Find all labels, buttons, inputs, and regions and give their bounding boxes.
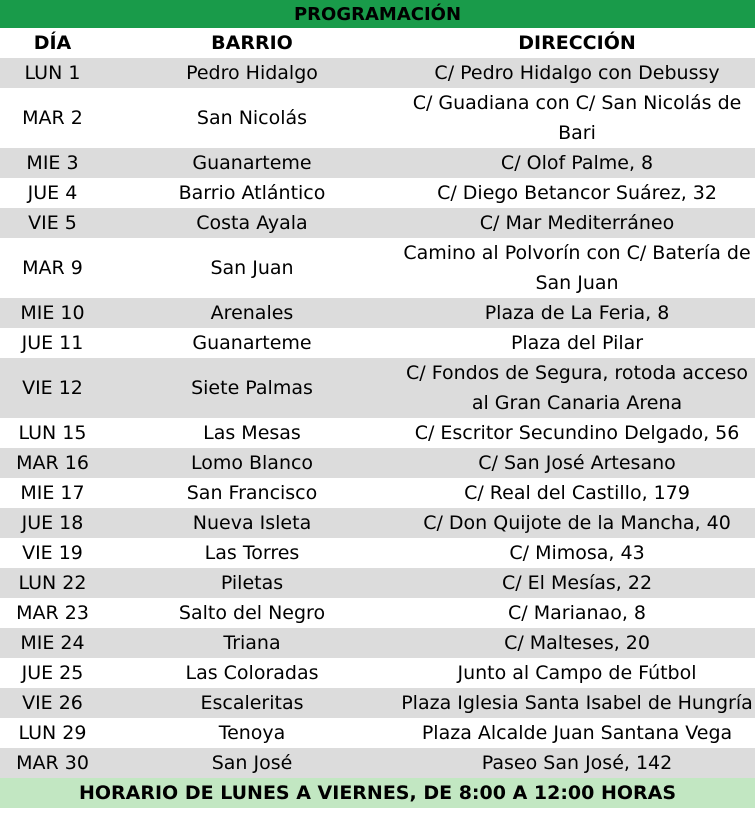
cell-barrio: Siete Palmas — [105, 358, 399, 418]
table-row — [0, 328, 755, 358]
table-row — [0, 238, 755, 298]
table-row — [0, 358, 755, 418]
cell-barrio: Las Mesas — [203, 422, 301, 444]
column-header-barrio: BARRIO — [105, 28, 399, 58]
table-row — [0, 508, 755, 538]
table-row — [0, 448, 755, 478]
cell-day: JUE 18 — [0, 508, 105, 538]
cell-direccion: Plaza de La Feria, 8 — [399, 298, 755, 328]
cell-direccion: C/ Diego Betancor Suárez, 32 — [437, 182, 717, 204]
cell-direccion: C/ El Mesías, 22 — [399, 568, 755, 598]
cell-direccion: C/ Mimosa, 43 — [509, 542, 645, 564]
cell-barrio: Triana — [105, 628, 399, 658]
table-row — [0, 538, 755, 568]
cell-day: LUN 1 — [0, 58, 105, 88]
table-row — [0, 628, 755, 658]
cell-barrio: San Juan — [210, 257, 294, 279]
cell-barrio: San Francisco — [186, 482, 318, 504]
cell-day: LUN 15 — [18, 422, 87, 444]
cell-barrio: Las Torres — [204, 542, 300, 564]
cell-barrio: Arenales — [105, 298, 399, 328]
cell-direccion: C/ Don Quijote de la Mancha, 40 — [399, 508, 755, 538]
cell-day: VIE 5 — [0, 208, 105, 238]
cell-barrio: Lomo Blanco — [105, 448, 399, 478]
cell-barrio: Pedro Hidalgo — [105, 58, 399, 88]
cell-day: LUN 22 — [0, 568, 105, 598]
table-title: PROGRAMACIÓN — [0, 0, 755, 28]
cell-day: MAR 30 — [0, 748, 105, 778]
cell-day: VIE 19 — [22, 542, 83, 564]
cell-direccion: C/ Mar Mediterráneo — [399, 208, 755, 238]
cell-direccion: Paseo San José, 142 — [399, 748, 755, 778]
column-header-direccion: DIRECCIÓN — [399, 28, 755, 58]
cell-direccion: C/ Olof Palme, 8 — [399, 148, 755, 178]
cell-day: MIE 3 — [0, 148, 105, 178]
table-row — [0, 478, 755, 508]
cell-day: MIE 10 — [0, 298, 105, 328]
cell-barrio: Tenoya — [218, 722, 286, 744]
cell-day: MAR 9 — [22, 257, 83, 279]
table-row — [0, 718, 755, 748]
cell-day: VIE 12 — [0, 358, 105, 418]
cell-direccion: Camino al Polvorín con C/ Batería de San Juan — [403, 242, 751, 294]
footer-row — [0, 778, 755, 808]
table-row — [0, 688, 755, 718]
table-row — [0, 208, 755, 238]
cell-direccion: C/ Real del Castillo, 179 — [464, 482, 690, 504]
cell-barrio: San Nicolás — [196, 107, 308, 129]
schedule-hours-note: HORARIO DE LUNES A VIERNES, DE 8:00 A 12:00 HORAS — [0, 778, 755, 808]
table-row — [0, 148, 755, 178]
cell-day: JUE 25 — [21, 662, 84, 684]
cell-barrio: Las Coloradas — [185, 662, 319, 684]
cell-direccion: C/ Pedro Hidalgo con Debussy — [399, 58, 755, 88]
cell-direccion: C/ Guadiana con C/ San Nicolás de Bari — [412, 92, 742, 144]
cell-direccion: C/ Fondos de Segura, rotoda acceso al Gran Canaria Arena — [399, 358, 755, 418]
table-row — [0, 418, 755, 448]
cell-barrio: Barrio Atlántico — [178, 182, 326, 204]
cell-barrio: San José — [105, 748, 399, 778]
cell-day: VIE 26 — [0, 688, 105, 718]
header-row — [0, 28, 755, 58]
cell-day: JUE 4 — [27, 182, 78, 204]
table-row — [0, 298, 755, 328]
cell-barrio: Guanarteme — [192, 332, 312, 354]
column-header-day: DÍA — [0, 28, 105, 58]
table-row — [0, 58, 755, 88]
cell-direccion: C/ Escritor Secundino Delgado, 56 — [414, 422, 740, 444]
cell-direccion: Plaza Iglesia Santa Isabel de Hungría — [399, 688, 755, 718]
cell-day: MIE 17 — [20, 482, 85, 504]
cell-day: MAR 2 — [22, 107, 83, 129]
cell-direccion: C/ Malteses, 20 — [399, 628, 755, 658]
cell-barrio: Nueva Isleta — [105, 508, 399, 538]
table-row — [0, 88, 755, 148]
table-row — [0, 748, 755, 778]
cell-barrio: Salto del Negro — [178, 602, 326, 624]
cell-day: MAR 16 — [0, 448, 105, 478]
cell-barrio: Costa Ayala — [105, 208, 399, 238]
cell-day: MIE 24 — [0, 628, 105, 658]
cell-barrio: Escaleritas — [105, 688, 399, 718]
table-row — [0, 658, 755, 688]
cell-direccion: Plaza Alcalde Juan Santana Vega — [421, 722, 733, 744]
cell-direccion: Junto al Campo de Fútbol — [457, 662, 697, 684]
cell-day: LUN 29 — [18, 722, 87, 744]
table-row — [0, 598, 755, 628]
table-row — [0, 568, 755, 598]
cell-direccion: C/ San José Artesano — [399, 448, 755, 478]
table-row — [0, 178, 755, 208]
title-row — [0, 0, 755, 28]
cell-direccion: C/ Marianao, 8 — [508, 602, 646, 624]
cell-day: MAR 23 — [16, 602, 89, 624]
cell-barrio: Piletas — [105, 568, 399, 598]
cell-day: JUE 11 — [21, 332, 84, 354]
cell-barrio: Guanarteme — [105, 148, 399, 178]
cell-direccion: Plaza del Pilar — [510, 332, 644, 354]
